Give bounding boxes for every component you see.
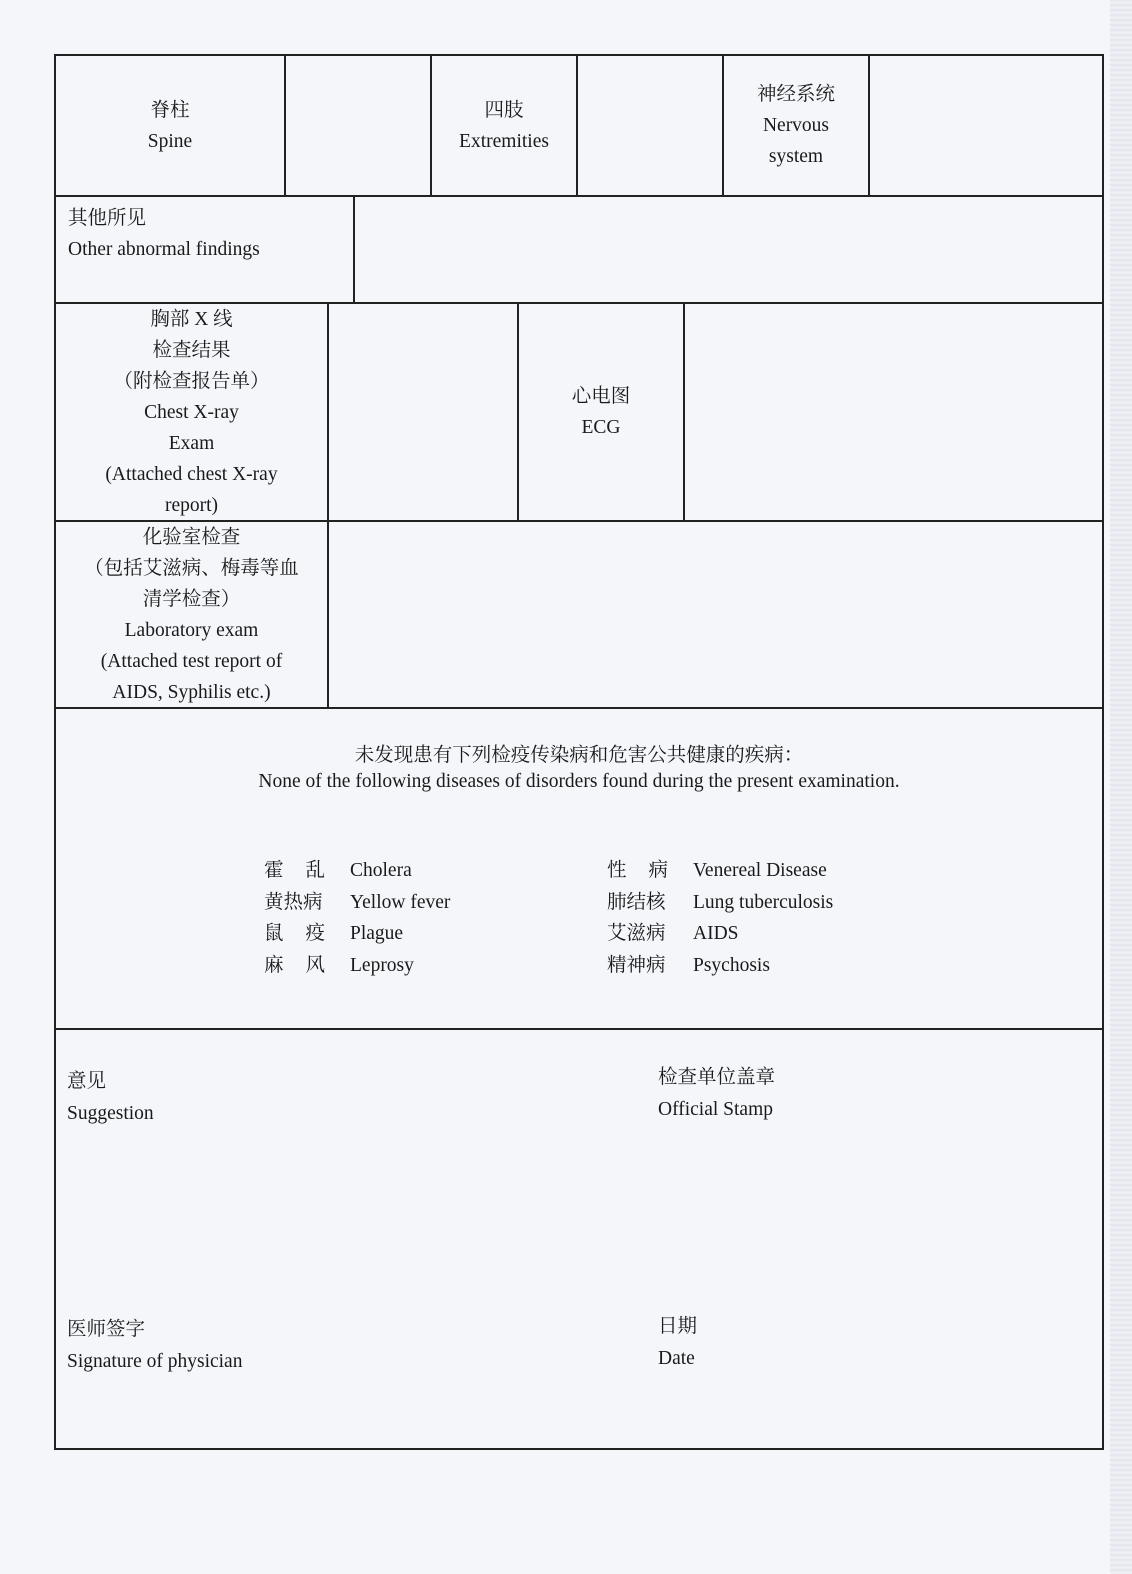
ecg-value-field[interactable]	[685, 304, 1102, 520]
other-findings-value-field[interactable]	[355, 197, 1102, 302]
row-diseases	[56, 709, 1102, 1030]
xray-en4: report)	[164, 494, 219, 516]
spine-label-en: Spine	[147, 130, 193, 152]
xray-en1: Chest X-ray	[144, 401, 239, 423]
lab-cn1: 化验室检查	[142, 526, 241, 548]
nervous-system-label	[724, 56, 870, 195]
lab-en2: (Attached test report of	[100, 650, 283, 672]
disease-en: Yellow fever	[350, 891, 451, 913]
spine-label	[56, 56, 286, 195]
chest-xray-label	[56, 304, 329, 520]
date-en: Date	[658, 1348, 695, 1369]
lab-en3: AIDS, Syphilis etc.)	[112, 681, 271, 703]
row-xray-ecg	[56, 304, 1102, 522]
physician-en: Signature of physician	[67, 1351, 243, 1372]
other-findings-label	[56, 197, 355, 302]
date-cn: 日期	[658, 1316, 698, 1337]
medical-exam-form	[54, 54, 1104, 1450]
disease-cn: 霍乱	[264, 860, 348, 881]
ecg-en: ECG	[581, 417, 621, 438]
laboratory-exam-label	[56, 522, 329, 707]
chest-xray-value-field[interactable]	[329, 304, 519, 520]
nervous-system-value-field[interactable]	[870, 56, 1102, 195]
extremities-label	[432, 56, 578, 195]
suggestion-en: Suggestion	[67, 1103, 154, 1124]
row-other-findings	[56, 197, 1102, 304]
xray-cn3: （附检查报告单）	[113, 370, 270, 392]
disease-cn: 鼠疫	[264, 923, 348, 944]
disease-en: Leprosy	[350, 954, 414, 976]
spine-value-field[interactable]	[286, 56, 432, 195]
disease-item	[264, 855, 450, 887]
suggestion-label[interactable]	[67, 1066, 154, 1130]
nervous-label-cn: 神经系统	[756, 84, 835, 105]
disease-item	[264, 918, 450, 950]
lab-cn3: 清学检查）	[142, 588, 241, 610]
lab-en1: Laboratory exam	[124, 619, 259, 641]
lab-cn2: （包括艾滋病、梅毒等血	[84, 557, 299, 579]
date-label[interactable]	[658, 1311, 697, 1375]
diseases-title-cn: 未发现患有下列检疫传染病和危害公共健康的疾病：	[354, 745, 804, 766]
row-laboratory-exam	[56, 522, 1102, 709]
laboratory-exam-value-field[interactable]	[329, 522, 1102, 707]
disease-cn: 精神病	[607, 954, 666, 976]
signoff-area	[56, 1030, 1102, 1448]
xray-cn1: 胸部 X 线	[150, 308, 233, 330]
disease-cn: 麻风	[264, 954, 348, 976]
diseases-list-right	[607, 855, 833, 981]
stamp-cn: 检查单位盖章	[658, 1067, 776, 1088]
disease-item	[264, 887, 450, 919]
extremities-label-en: Extremities	[459, 130, 549, 152]
disease-item	[264, 950, 450, 982]
scan-edge	[1110, 0, 1132, 1574]
disease-item	[607, 950, 833, 982]
stamp-en: Official Stamp	[658, 1099, 773, 1120]
disease-cn: 性病	[607, 860, 691, 881]
disease-cn: 艾滋病	[607, 923, 666, 944]
disease-en: AIDS	[693, 923, 739, 944]
disease-cn: 黄热病	[264, 891, 323, 913]
nervous-label-en1: Nervous	[762, 115, 830, 136]
xray-en2: Exam	[168, 432, 215, 454]
ecg-label	[519, 304, 685, 520]
disease-en: Psychosis	[693, 954, 770, 976]
disease-en: Venereal Disease	[693, 860, 827, 881]
spine-label-cn: 脊柱	[150, 99, 190, 121]
other-findings-cn: 其他所见	[68, 208, 147, 229]
physician-cn: 医师签字	[67, 1319, 146, 1340]
official-stamp-label[interactable]	[658, 1062, 775, 1126]
xray-en3: (Attached chest X-ray	[105, 463, 278, 485]
disease-item	[607, 887, 833, 919]
disease-item	[607, 855, 833, 887]
disease-cn: 肺结核	[607, 891, 666, 913]
ecg-cn: 心电图	[571, 386, 631, 407]
diseases-list-left	[264, 855, 450, 981]
row-spine-extremities-nervous	[56, 56, 1102, 197]
xray-cn2: 检查结果	[152, 339, 231, 361]
extremities-value-field[interactable]	[578, 56, 724, 195]
disease-en: Plague	[350, 923, 404, 944]
disease-en: Lung tuberculosis	[693, 891, 834, 913]
disease-item	[607, 918, 833, 950]
other-findings-en: Other abnormal findings	[68, 239, 260, 260]
suggestion-cn: 意见	[67, 1071, 107, 1092]
physician-signature-label[interactable]	[67, 1314, 242, 1378]
nervous-label-en2: system	[768, 146, 824, 167]
diseases-title-en: None of the following diseases of disorders found during the present examination.	[258, 771, 900, 792]
extremities-label-cn: 四肢	[484, 99, 524, 121]
disease-en: Cholera	[350, 860, 412, 881]
